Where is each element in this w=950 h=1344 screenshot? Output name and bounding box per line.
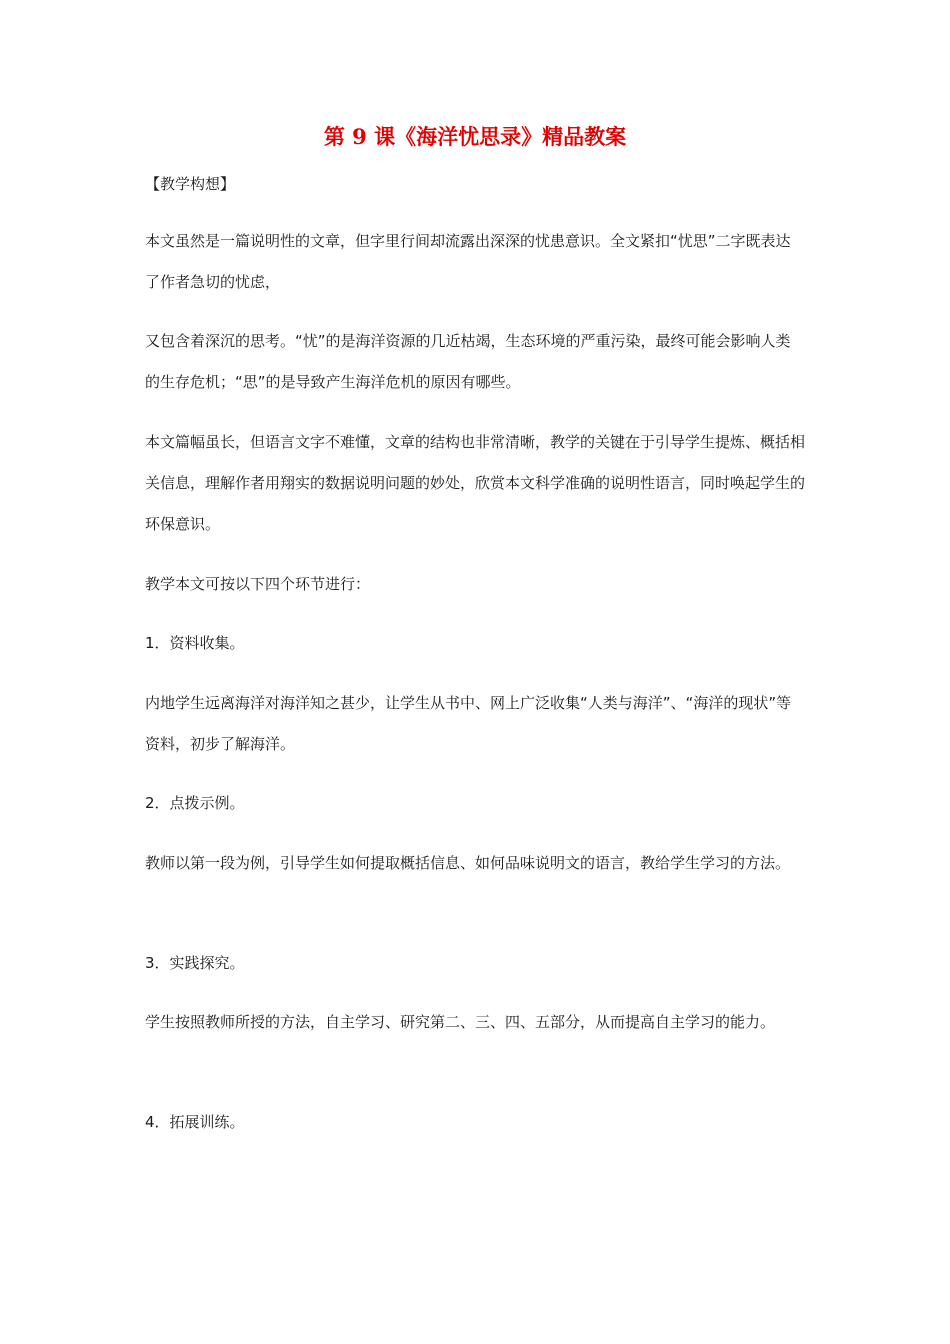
section-heading: 【教学构想】 <box>145 175 236 193</box>
step-4-heading: 4．拓展训练。 <box>145 1113 245 1131</box>
step-2-body: 教师以第一段为例，引导学生如何提取概括信息、如何品味说明文的语言，教给学生学习的方法。 <box>145 854 791 872</box>
paragraph-intro-1: 本文虽然是一篇说明性的文章，但字里行间却流露出深深的忧患意识。全文紧扣“忧思”二字既表达了作者急切的忧虑， <box>145 232 791 291</box>
step-3-body: 学生按照教师所授的方法，自主学习、研究第二、三、四、五部分，从而提高自主学习的能力。 <box>145 1013 776 1031</box>
paragraph-intro-3: 本文篇幅虽长，但语言文字不难懂，文章的结构也非常清晰，教学的关键在于引导学生提炼、概括相关信息，理解作者用翔实的数据说明问题的妙处，欣赏本文科学准确的说明性语言，同时唤起学生的环保意识。 <box>145 433 806 533</box>
step-1-heading: 1．资料收集。 <box>145 634 245 652</box>
step-1-body: 内地学生远离海洋对海洋知之甚少，让学生从书中、网上广泛收集“人类与海洋”、“海洋的现状”等资料，初步了解海洋。 <box>145 694 792 753</box>
paragraph-steps-intro: 教学本文可按以下四个环节进行： <box>145 575 371 593</box>
step-3-heading: 3．实践探究。 <box>145 954 245 972</box>
document-title: 第 9 课《海洋忧思录》精品教案 <box>323 124 627 149</box>
step-2-heading: 2．点拨示例。 <box>145 794 245 812</box>
paragraph-intro-2: 又包含着深沉的思考。“忧”的是海洋资源的几近枯竭，生态环境的严重污染，最终可能会影响人类的生存危机；“思”的是导致产生海洋危机的原因有哪些。 <box>145 332 791 391</box>
